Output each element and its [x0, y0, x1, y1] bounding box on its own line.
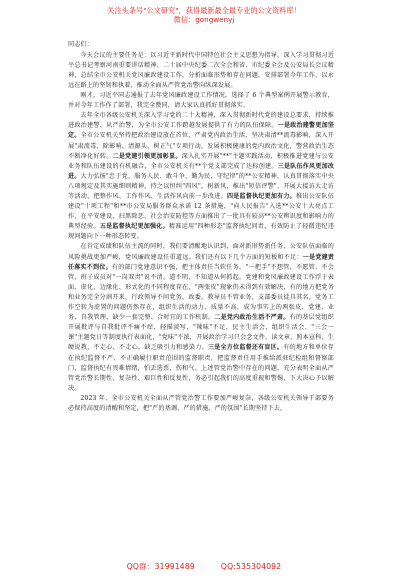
- paragraph-text: 全市公安机关坚持把政治建设放在首位，严肃党内政治生活，坚决肃清**流毒影响，深入开展"肃流毒、除影响、清源头、树正气"专项行动，发展积极健康的党内政治文化，警营政治生态不断净化好转。: [68, 132, 334, 160]
- speech-body: [68, 40, 334, 414]
- contact-footer: [0, 561, 408, 572]
- paragraph: [68, 111, 334, 242]
- paragraph-text: 2023 年，全市公安机关全面从严管党治警工作要加严峻复杂，各级公安机关领导干部要务必保持高度的清醒和坚定，把"严的基调、严的措施、严的氛围"长期坚持下去，: [68, 394, 334, 412]
- paragraph-heading: 五是监督执纪更加强化。: [99, 223, 169, 231]
- banner-line-1: 关注头条号"公文研究"，获得最新最全最专业的公文资料库！: [107, 6, 301, 15]
- paragraph-heading: 一是党建责任落实不到位。: [68, 253, 334, 271]
- paragraph: [68, 242, 334, 393]
- paragraph-heading: 一是政治建警更加坚定。: [68, 122, 334, 140]
- paragraph-heading: 四是监督执纪更加有力。: [227, 193, 296, 200]
- paragraph-container: [68, 51, 334, 414]
- paragraph: [68, 91, 334, 111]
- paragraph-text: 有的基层党组织开展批评与自我批评不痛不痒、轻描淡写，"辣味"不足，民主生活会、组织生活会、"三会一课"主题党日等制度执行表面化，"党味"不浓，开展政治学习只会念文件、读文章，照本宣科，生硬说教，不走心、不走心，缺乏吸引力和感染力。: [68, 314, 334, 352]
- paragraph-text: 在肯定成绩和队伍主流的同时，我们要清醒地认识到，面对新形势新任务，公安队伍面临的风险挑战更加严峻，党风廉政建设任重道远。我们还有以下几个方面的短板和不足：: [68, 243, 334, 261]
- paragraph-text: 精准运用"四种形态"监督执纪问责，有效防止了轻微违纪违规问题向下一种形态转变。: [68, 223, 335, 241]
- paragraph-text: 推出公安队伍建设"十项工程"和**市公安局服务群众承诺 12 条措施，"向人民报告"入选**公安十大亮点工作，在平安建设、扫黑除恶、社会治安防控等方面推出了一批具有较高**公安辨识度和影响力的典型经验。: [68, 193, 334, 231]
- paragraph: [68, 51, 334, 91]
- paragraph-text: 今天会议的主要任务是：以习近平新时代中国特色社会主义思想为指导，深入学习贯彻习近平总书记考察河南重要讲话精神、二十届中央纪委二次全会和省、市纪委全会及公安局长会议精神，总结全市公安机关党风廉政建设工作，分析面临形势和存在问题，安排部署今年工作，以永远在路上的坚韧和执着，推动全面从严管党治警向纵深发展。: [68, 51, 334, 89]
- paragraph-heading: 三是队伍作风更加改进。: [68, 162, 334, 180]
- salutation: 同志们：: [68, 41, 93, 48]
- promo-banner: [0, 6, 408, 24]
- paragraph-text: 刚才，习近平同志通报了去年党风廉政建设工作情况。选择了 6 个典型案例开展警示教育，并对今年工作作了部署，我完全赞同，请大家认真抓好贯彻落实。: [68, 92, 334, 110]
- paragraph-heading: 二是党建引领更加彰显。: [112, 152, 182, 160]
- paragraph-heading: 二是党内政治生活不严肃。: [214, 314, 290, 322]
- paragraph-text: 有的部门党建意识不强，把主体责任当软任务，"一把手"不想管、不愿管、不会管，班子成员对"一岗双责"说不清、道不明，不知道从何抓起。党建和党风廉政建设工作浮于表面、虚化、边缘化、形式化的不同程度存在，"两张皮"现象仍未得到有效解决，有的地方把党务和业务完全分割开来，行政领导不问党务，政委、教导员不管业务，支部委员徒具其名，党务工作空转为虚置的问题仍然存在，组织生活的动力、质量不高，成为事实上的两张皮，党建、业务、自我管理，缺少一套完整、合时宜的工作机制。: [68, 263, 334, 322]
- banner-line-2: 微信：gongwenyj: [173, 15, 235, 24]
- paragraph: [68, 394, 334, 414]
- paragraph-text: 大力弘扬"忠于党、服务人民、敢斗争、勤为民、守纪律"的**公安精神，认真贯彻落实中央八项规定及其实施细则精神，持之以恒纠"四风"，树新风，推出"短信评警"、开展大接访大走访等活动，把整作风、工作作风、生活作风向前一步改进。: [68, 172, 334, 200]
- paragraph-text: 去年全市各级公安机关深入学习党的二十大精神，深入贯彻新时代党的建设总要求，持续推进政治建警、从严治警，为全市公安工作跨越发展提供了有力的队伍保障。: [68, 112, 334, 130]
- paragraph-text: 深入扎实开展"**"主题实践活动，积极推进党建与公安业务和队伍建设的有机融合，全市公安机关有**个党支部完成了达标创建。: [68, 152, 334, 170]
- paragraph-heading: 三是全方位监督还有盲区。: [207, 344, 284, 352]
- qq-group: QQ群：31991489: [126, 562, 195, 571]
- paragraph-text: 有的地方和单位存在执纪监督不严、不正确履行职责范围的监督职责，把监督责任用手推给派驻纪检组和督察部门，监督执纪有畏难情绪，怕丢选票、伤和气。上述管党治警中存在的问题，充分表明全面从严管党治警长期性、复杂性、艰巨性和反复性，务必引起我们的高度重视和警惕，下大决心予以解决。: [68, 344, 334, 392]
- qq-contact: QQ:535304092: [220, 562, 282, 571]
